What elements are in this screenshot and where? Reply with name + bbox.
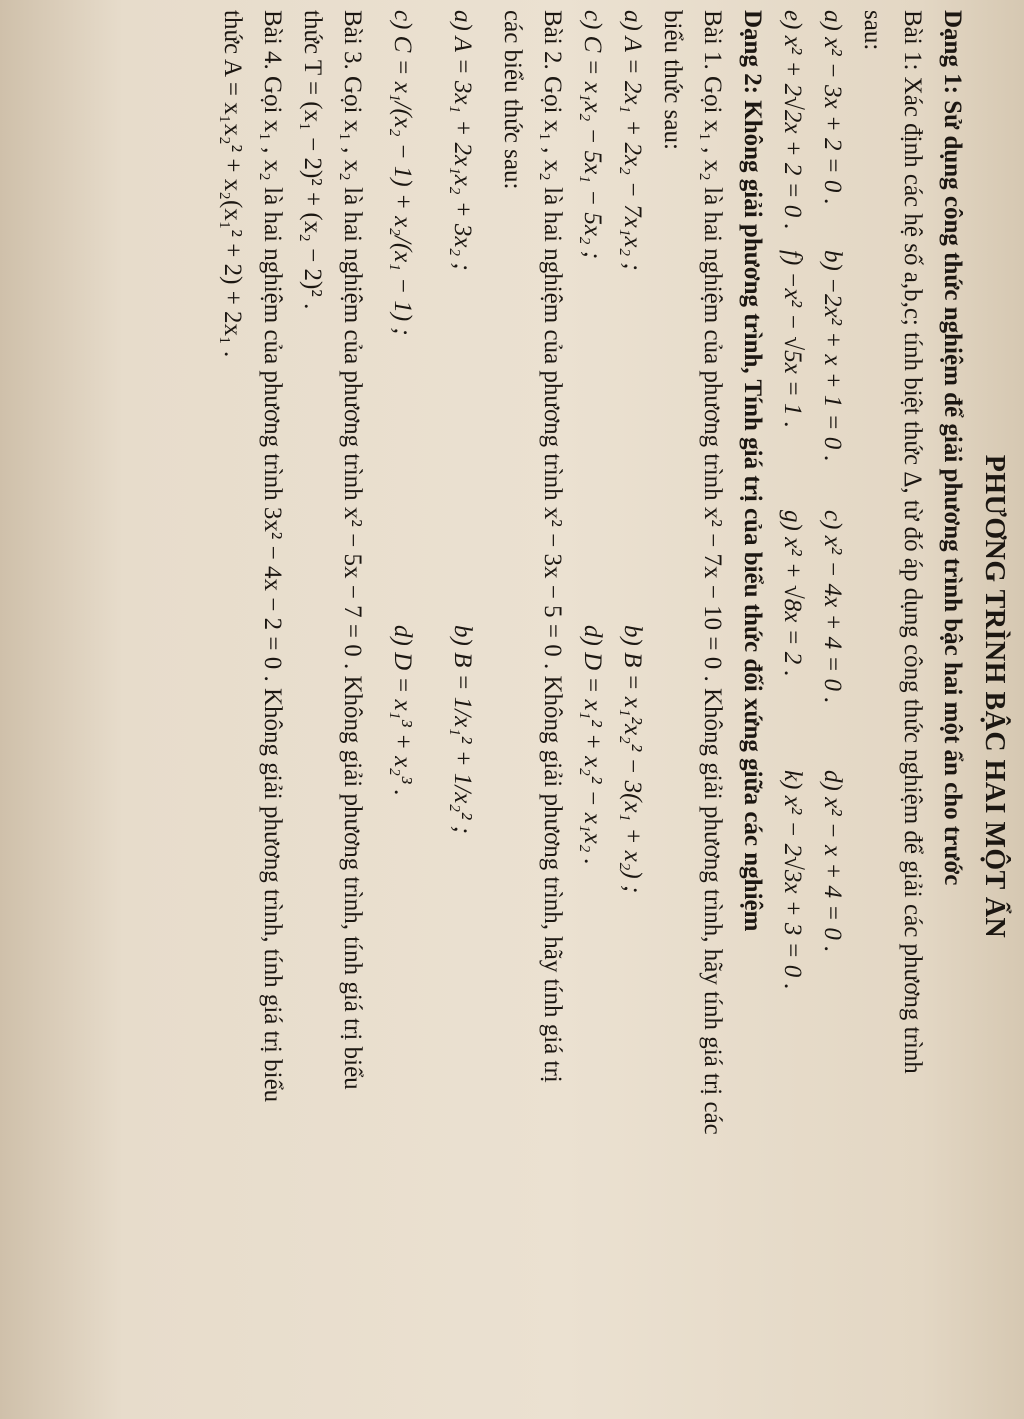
equation-e: e) x² + 2√2x + 2 = 0 .	[779, 10, 806, 230]
bai3-line2: thức T = (x₁ − 2)² + (x₂ − 2)² .	[299, 10, 326, 310]
bai4-line2: thức A = x₁x₂² + x₂(x₁² + 2) + 2x₁ .	[219, 10, 246, 358]
bai2-item-c: c) C = x₁/(x₂ − 1) + x₂/(x₁ − 1) ;	[389, 10, 416, 336]
equation-k: k) x² − 2√3x + 3 = 0 .	[779, 770, 806, 990]
worksheet-title: PHƯƠNG TRÌNH BẬC HAI MỘT ẨN	[979, 454, 1010, 939]
equation-d: d) x² − x + 4 = 0 .	[819, 770, 846, 953]
bai2-item-a: a) A = 3x₁ + 2x₁x₂ + 3x₂ ;	[449, 10, 476, 271]
dang2-bai1-line1: Bài 1. Gọi x₁ , x₂ là hai nghiệm của phương trình x² − 7x − 10 = 0 . Không giải phương trình, hãy tính giá trị các	[699, 10, 726, 1135]
bai1-item-a: a) A = 2x₁ + 2x₂ − 7x₁x₂ ;	[619, 10, 646, 271]
bai2-item-b: b) B = 1/x₁² + 1/x₂² ;	[449, 625, 476, 835]
bai1-items-row2	[572, 10, 612, 1383]
dang1-equations-row2	[772, 10, 812, 1383]
dang1-heading: Dạng 1: Sử dụng công thức nghiệm để giải phương trình bậc hai một ẩn cho trước	[939, 10, 966, 886]
dang2-bai1-line2: biểu thức sau:	[659, 10, 686, 150]
equation-c: c) x² − 4x + 4 = 0 .	[819, 510, 846, 704]
bai1-item-c: c) C = x₁x₂ − 5x₁ − 5x₂ ;	[579, 10, 606, 260]
bai2-line1: Bài 2. Gọi x₁ , x₂ là hai nghiệm của phương trình x² − 3x − 5 = 0 . Không giải phương trình, hãy tính giá trị	[539, 10, 566, 1083]
bai3-line1: Bài 3. Gọi x₁ , x₂ là hai nghiệm của phương trình x² − 5x − 7 = 0 . Không giải phương trình, tính giá trị biểu	[339, 10, 366, 1090]
bai1-items-row1	[612, 10, 652, 1383]
bai2-items-row1	[432, 10, 492, 1383]
equation-f: f) −x² − √5x = 1 .	[779, 250, 806, 429]
bai2-item-d: d) D = x₁³ + x₂³ .	[389, 625, 416, 796]
bai1-item-d: d) D = x₁² + x₂² − x₁x₂ .	[579, 625, 606, 865]
equation-a: a) x² − 3x + 2 = 0 .	[819, 10, 846, 205]
equation-b: b) −2x² + x + 1 = 0 .	[819, 250, 846, 462]
bai2-line2: các biểu thức sau:	[499, 10, 526, 190]
equation-g: g) x² + √8x = 2 .	[779, 510, 806, 677]
dang2-heading: Dạng 2: Không giải phương trình, Tính giá trị của biểu thức đối xứng giữa các nghiệm	[739, 10, 766, 932]
bai1-item-b: b) B = x₁²x₂² − 3(x₁ + x₂) ;	[619, 625, 646, 894]
dang1-bai1-line2: sau:	[859, 10, 886, 51]
bai4-line1: Bài 4. Gọi x₁ , x₂ là hai nghiệm của phương trình 3x² − 4x − 2 = 0 . Không giải phương trình, tính giá trị biểu	[259, 10, 286, 1103]
bai2-items-row2	[372, 10, 432, 1383]
dang1-bai1-line1: Bài 1: Xác định các hệ số a,b,c; tính biệt thức Δ, từ đó áp dụng công thức nghiệm để giải các phương trình	[899, 10, 926, 1074]
dang1-equations-row1	[812, 10, 852, 1383]
